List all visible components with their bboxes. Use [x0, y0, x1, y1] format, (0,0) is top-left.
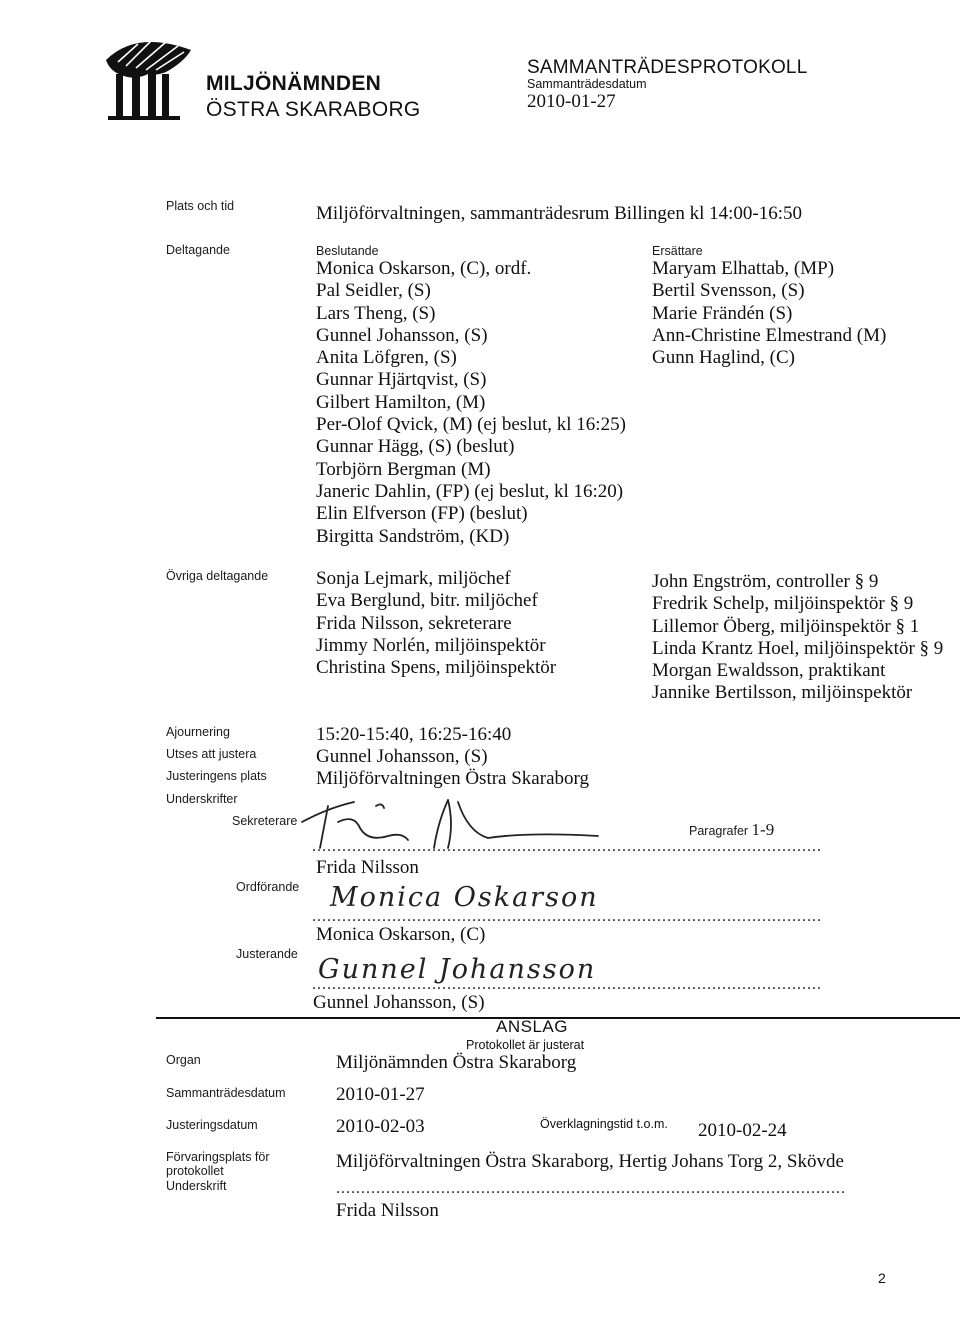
participants-label: Deltagande	[166, 243, 230, 257]
list-item: Eva Berglund, bitr. miljöchef	[316, 590, 538, 612]
others-label: Övriga deltagande	[166, 569, 269, 583]
header-date-value: 2010-01-27	[527, 91, 616, 112]
list-item: Morgan Ewaldsson, praktikant	[652, 660, 886, 682]
secretary-name: Frida Nilsson	[316, 857, 419, 878]
list-item: Janeric Dahlin, (FP) (ej beslut, kl 16:20)	[316, 480, 624, 502]
substitutes-label: Ersättare	[652, 244, 703, 258]
signatures-label: Underskrifter	[166, 792, 238, 806]
appeal-label: Överklagningstid t.o.m.	[540, 1117, 668, 1131]
substitutes-list	[652, 258, 886, 369]
adjuster-signature-line: ......................................................................................................	[312, 976, 822, 993]
list-item: Bertil Svensson, (S)	[652, 280, 805, 302]
header-date-label: Sammanträdesdatum	[527, 77, 647, 91]
list-item: Maryam Elhattab, (MP)	[652, 258, 835, 279]
list-item: Gunnar Hjärtqvist, (S)	[316, 369, 487, 391]
list-item: Gunnar Hägg, (S) (beslut)	[316, 436, 515, 458]
list-item: Pal Seidler, (S)	[316, 280, 431, 302]
chair-signature-line: ......................................................................................................	[312, 908, 822, 925]
meeting-date-value: 2010-01-27	[336, 1084, 425, 1105]
adjuster-label: Utses att justera	[166, 747, 257, 761]
list-item: Elin Elfverson (FP) (beslut)	[316, 503, 528, 525]
paragraphs-label-text: Paragrafer	[689, 824, 749, 838]
storage-label: Förvaringsplats för protokollet	[166, 1150, 270, 1178]
list-item: Linda Krantz Hoel, miljöinspektör § 9	[652, 637, 944, 659]
adjust-place-value: Miljöförvaltningen Östra Skaraborg	[316, 768, 589, 789]
others-left-list	[316, 568, 556, 679]
list-item: Gunn Haglind, (C)	[652, 347, 796, 369]
list-item: Lillemor Öberg, miljöinspektör § 1	[652, 615, 920, 637]
list-item: Jimmy Norlén, miljöinspektör	[316, 634, 546, 656]
list-item: John Engström, controller § 9	[652, 571, 879, 592]
list-item: Anita Löfgren, (S)	[316, 347, 457, 369]
adjournment-label: Ajournering	[166, 725, 230, 739]
adjuster-value: Gunnel Johansson, (S)	[316, 746, 488, 767]
list-item: Monica Oskarson, (C), ordf.	[316, 258, 532, 279]
paragraphs-label	[689, 820, 774, 840]
notice-signature-name: Frida Nilsson	[336, 1200, 439, 1221]
chair-label: Ordförande	[236, 880, 300, 894]
list-item: Fredrik Schelp, miljöinspektör § 9	[652, 593, 914, 615]
meeting-date-label: Sammanträdesdatum	[166, 1086, 286, 1100]
logo	[96, 32, 196, 124]
chair-name: Monica Oskarson, (C)	[316, 924, 486, 945]
notice-title: ANSLAG	[496, 1017, 568, 1036]
list-item: Jannike Bertilsson, miljöinspektör	[652, 682, 913, 704]
notice-signature-line: ......................................................................................................	[336, 1180, 846, 1197]
paragraphs-value: 1-9	[751, 820, 775, 839]
list-item: Sonja Lejmark, miljöchef	[316, 568, 511, 589]
list-item: Marie Frändén (S)	[652, 302, 793, 324]
list-item: Christina Spens, miljöinspektör	[316, 657, 557, 679]
place-label: Plats och tid	[166, 199, 235, 213]
appeal-value: 2010-02-24	[698, 1120, 787, 1141]
list-item: Ann-Christine Elmestrand (M)	[652, 324, 887, 346]
secretary-label: Sekreterare	[232, 814, 298, 828]
adjust-date-label: Justeringsdatum	[166, 1118, 258, 1132]
adjournment-value: 15:20-15:40, 16:25-16:40	[316, 724, 512, 745]
secretary-signature-line: ......................................................................................................	[312, 838, 822, 855]
signature-label: Underskrift	[166, 1179, 227, 1193]
decision-makers-label: Beslutande	[316, 244, 379, 258]
adjuster-signature: Gunnel Johansson	[318, 954, 597, 985]
list-item: Per-Olof Qvick, (M) (ej beslut, kl 16:25)	[316, 414, 626, 436]
list-item: Birgitta Sandström, (KD)	[316, 525, 510, 547]
adjuster-name: Gunnel Johansson, (S)	[313, 992, 485, 1013]
organ-value: Miljönämnden Östra Skaraborg	[336, 1052, 577, 1073]
list-item: Torbjörn Bergman (M)	[316, 458, 491, 480]
list-item: Gilbert Hamilton, (M)	[316, 391, 486, 413]
adjust-date-value: 2010-02-03	[336, 1116, 425, 1137]
decision-makers-list	[316, 258, 626, 548]
adjuster-sign-label: Justerande	[236, 947, 298, 961]
chair-signature: Monica Oskarson	[330, 882, 599, 913]
tree-logo-icon	[96, 32, 196, 124]
list-item: Frida Nilsson, sekreterare	[316, 612, 512, 634]
list-item: Gunnel Johansson, (S)	[316, 324, 488, 346]
document-type: SAMMANTRÄDESPROTOKOLL	[527, 57, 808, 78]
page-number: 2	[878, 1270, 886, 1286]
storage-value: Miljöförvaltningen Östra Skaraborg, Hertig Johans Torg 2, Skövde	[336, 1151, 844, 1172]
organization-subname: ÖSTRA SKARABORG	[206, 98, 421, 121]
organization-name: MILJÖNÄMNDEN	[206, 72, 382, 95]
adjust-place-label: Justeringens plats	[166, 769, 267, 783]
others-right-list	[652, 571, 943, 705]
organ-label: Organ	[166, 1053, 201, 1067]
list-item: Lars Theng, (S)	[316, 302, 436, 324]
place-value: Miljöförvaltningen, sammanträdesrum Billingen kl 14:00-16:50	[316, 203, 803, 224]
notice-subtitle: Protokollet är justerat	[466, 1038, 585, 1052]
